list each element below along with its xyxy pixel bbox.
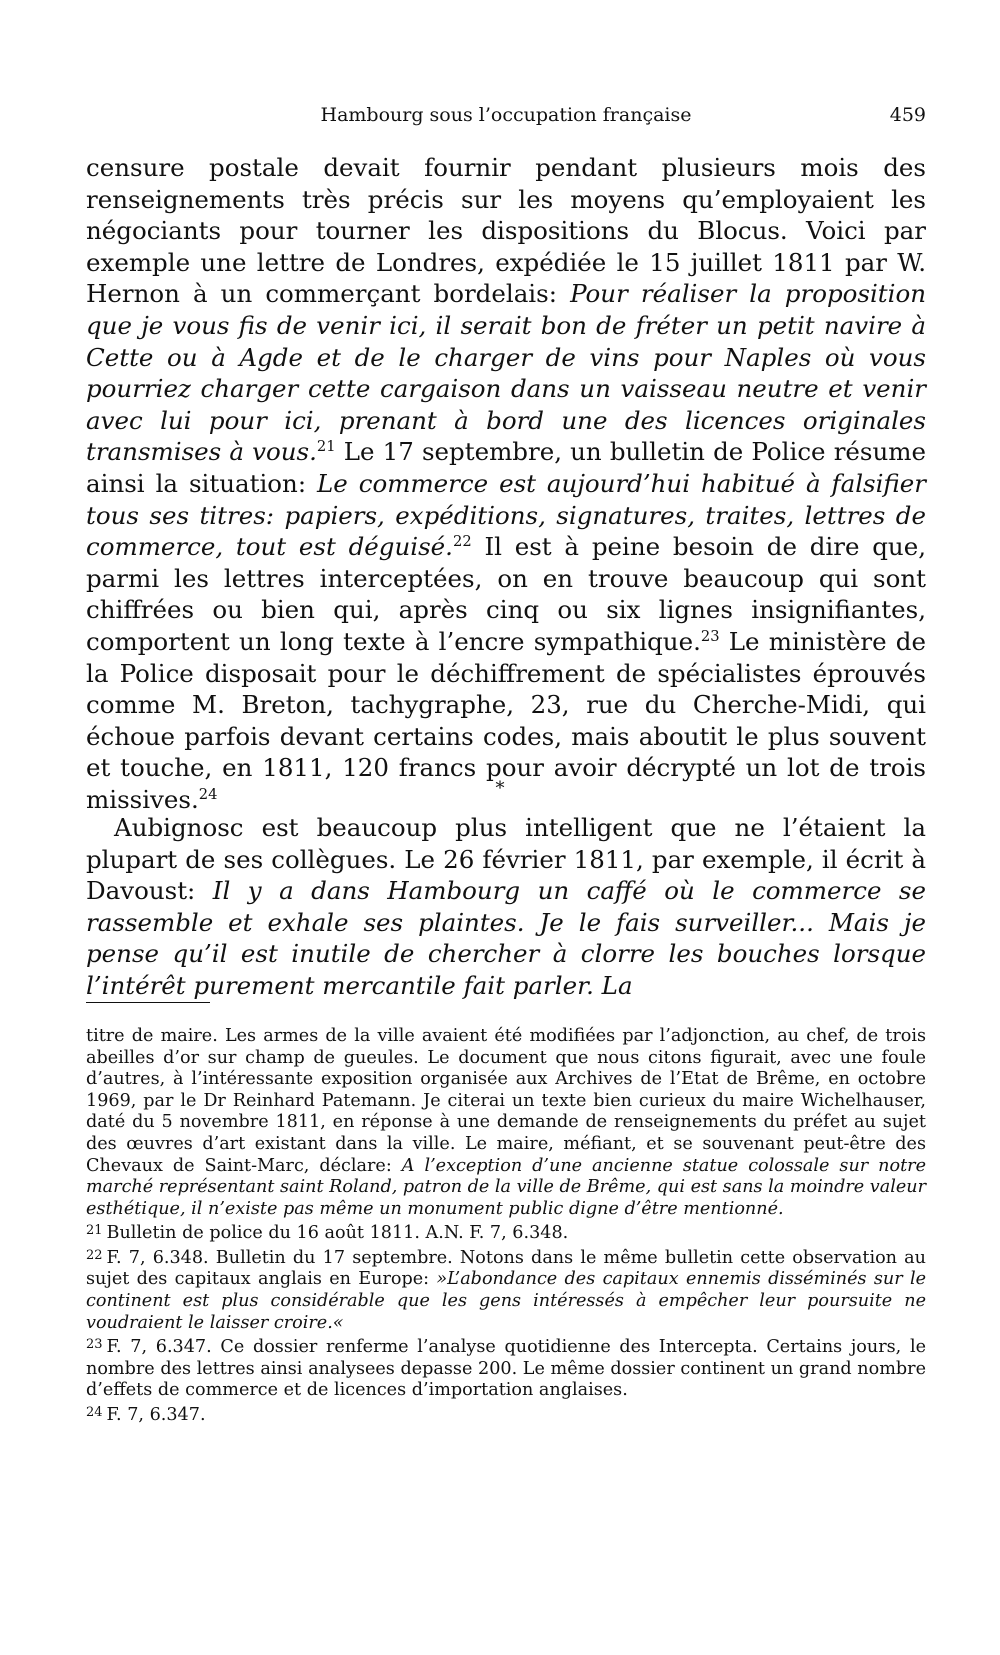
footnote-text: F. 7, 6.348. Bulletin du 17 septembre. Notons dans le même bulletin cette observation au sujet des capitaux anglais en Europe: [86,1247,926,1290]
quote-aubignosc: Il y a dans Hambourg un caffé où le commerce se rassemble et exhale ses plaintes. Je le fais surveiller... Mais je pense qu’il est inutile de chercher à clorre les bouches lorsque l’intérêt purement mercantile fait parler. La [86,876,926,1000]
page-number: 459 [889,104,926,126]
text-run: Le ministère de la Police disposait pour le déchiffrement de spécialistes éprouvés comme M. Breton, tachygraphe, 23, rue du Cherche-Midi, qui échoue parfois devant certains codes, mais aboutit le plus souvent et touche, en 1811, 120 francs pour avoir décrypté un lot de trois missives. [86,626,926,814]
text-run: censure postale devait fournir pendant plusieurs mois des renseignements très précis sur les moyens qu’employaient les négociants pour tourner les dispositions du Blocus. Voici par exemple une lettre de Londres, expédiée le 15 juillet 1811 par W. Hernon à un commerçant bordelais: [86,153,926,309]
footnote-number: 21 [86,1223,103,1239]
quote-hernon-letter: Pour réaliser la proposition que je vous fis de venir ici, il serait bon de fréter un petit navire à Cette ou à Agde et de le charger de vins pour Naples où vous pourriez charger cette cargaison dans un vaisseau neutre et venir avec lui pour ici, prenant à bord une des licences originales transmises à vous. [86,279,926,467]
paragraph-censure [86,152,926,815]
footnote-text: F. 7, 6.347. Ce dossier renferme l’analyse quotidienne des Intercepta. Certains jours, le nombre des lettres ainsi analysees depasse 200. Le même dossier continent un grand nombre d’effets de commerce et de licences d’importation anglaises. [86,1336,926,1401]
text-run: titre de maire. Les armes de la ville avaient été modifiées par l’adjonction, au chef, de trois abeilles d’or sur champ de gueules. Le document que nous citons figurait, avec une foule d’autres, à l’intéressante exposition organisée aux Archives de l’Etat de Brême, en octobre 1969, par le Dr Reinhard Patemann. Je citerai un texte bien curieux du maire Wichelhauser, daté du 5 novembre 1811, en réponse à une demande de renseignements du préfet au sujet des œuvres d’art existant dans la ville. Le maire, méfiant, et se souvenant peut-être des Chevaux de Saint-Marc, déclare: [86,1026,926,1176]
footnote-number: 23 [86,1337,103,1353]
footnote-continuation [86,1026,926,1220]
note-ref-24[interactable]: 24 [198,786,218,804]
section-ornament: * [495,778,505,799]
footnote-21 [86,1220,926,1244]
running-head [86,104,926,132]
note-ref-22[interactable]: 22 [452,533,472,551]
footnote-text: Bulletin de police du 16 août 1811. A.N. F. 7, 6.348. [106,1223,569,1244]
footnote-number: 22 [86,1247,103,1263]
note-ref-23[interactable]: 23 [700,628,720,646]
main-text-block-1 [86,152,926,815]
footnote-separator [86,1002,210,1003]
footnote-text: F. 7, 6.347. [106,1404,206,1425]
text-run: Il est à peine besoin de dire que, parmi les lettres interceptées, on en trouve beaucoup qui sont chiffrées ou bien qui, après cinq ou six lignes insignifiantes, comportent un long texte à l’encre sympathique. [86,532,926,656]
footnote-23 [86,1334,926,1402]
footnote-24 [86,1402,926,1426]
quote-police-bulletin: Le commerce est aujourd’hui habitué à falsifier tous ses titres: papiers, expéditions, signatures, traites, lettres de commerce, tout est déguisé. [86,468,926,562]
paragraph-aubignosc [86,812,926,1002]
footnote-number: 24 [86,1404,103,1420]
note-ref-21[interactable]: 21 [316,438,336,456]
footnote-quote: »L’abondance des capitaux ennemis disséminés sur le continent est plus considérable que les gens intéressés à empêcher leur poursuite ne voudraient le laisser croire.« [86,1269,926,1333]
footnote-22 [86,1245,926,1334]
running-title: Hambourg sous l’occupation française [320,104,692,126]
footnotes [86,1026,926,1426]
text-run: Aubignosc est beaucoup plus intelligent que ne l’étaient la plupart de ses collègues. Le 26 février 1811, par exemple, il écrit à Davoust: [86,813,926,906]
quote-wichelhauser: A l’exception d’une ancienne statue colossale sur notre marché représentant saint Roland, patron de la ville de Brême, qui est sans la moindre valeur esthétique, il n’existe pas même un monument public digne d’être mentionné. [86,1155,926,1219]
text-run: Le 17 septembre, un bulletin de Police résume ainsi la situation: [86,437,926,498]
main-text-block-2 [86,812,926,1002]
